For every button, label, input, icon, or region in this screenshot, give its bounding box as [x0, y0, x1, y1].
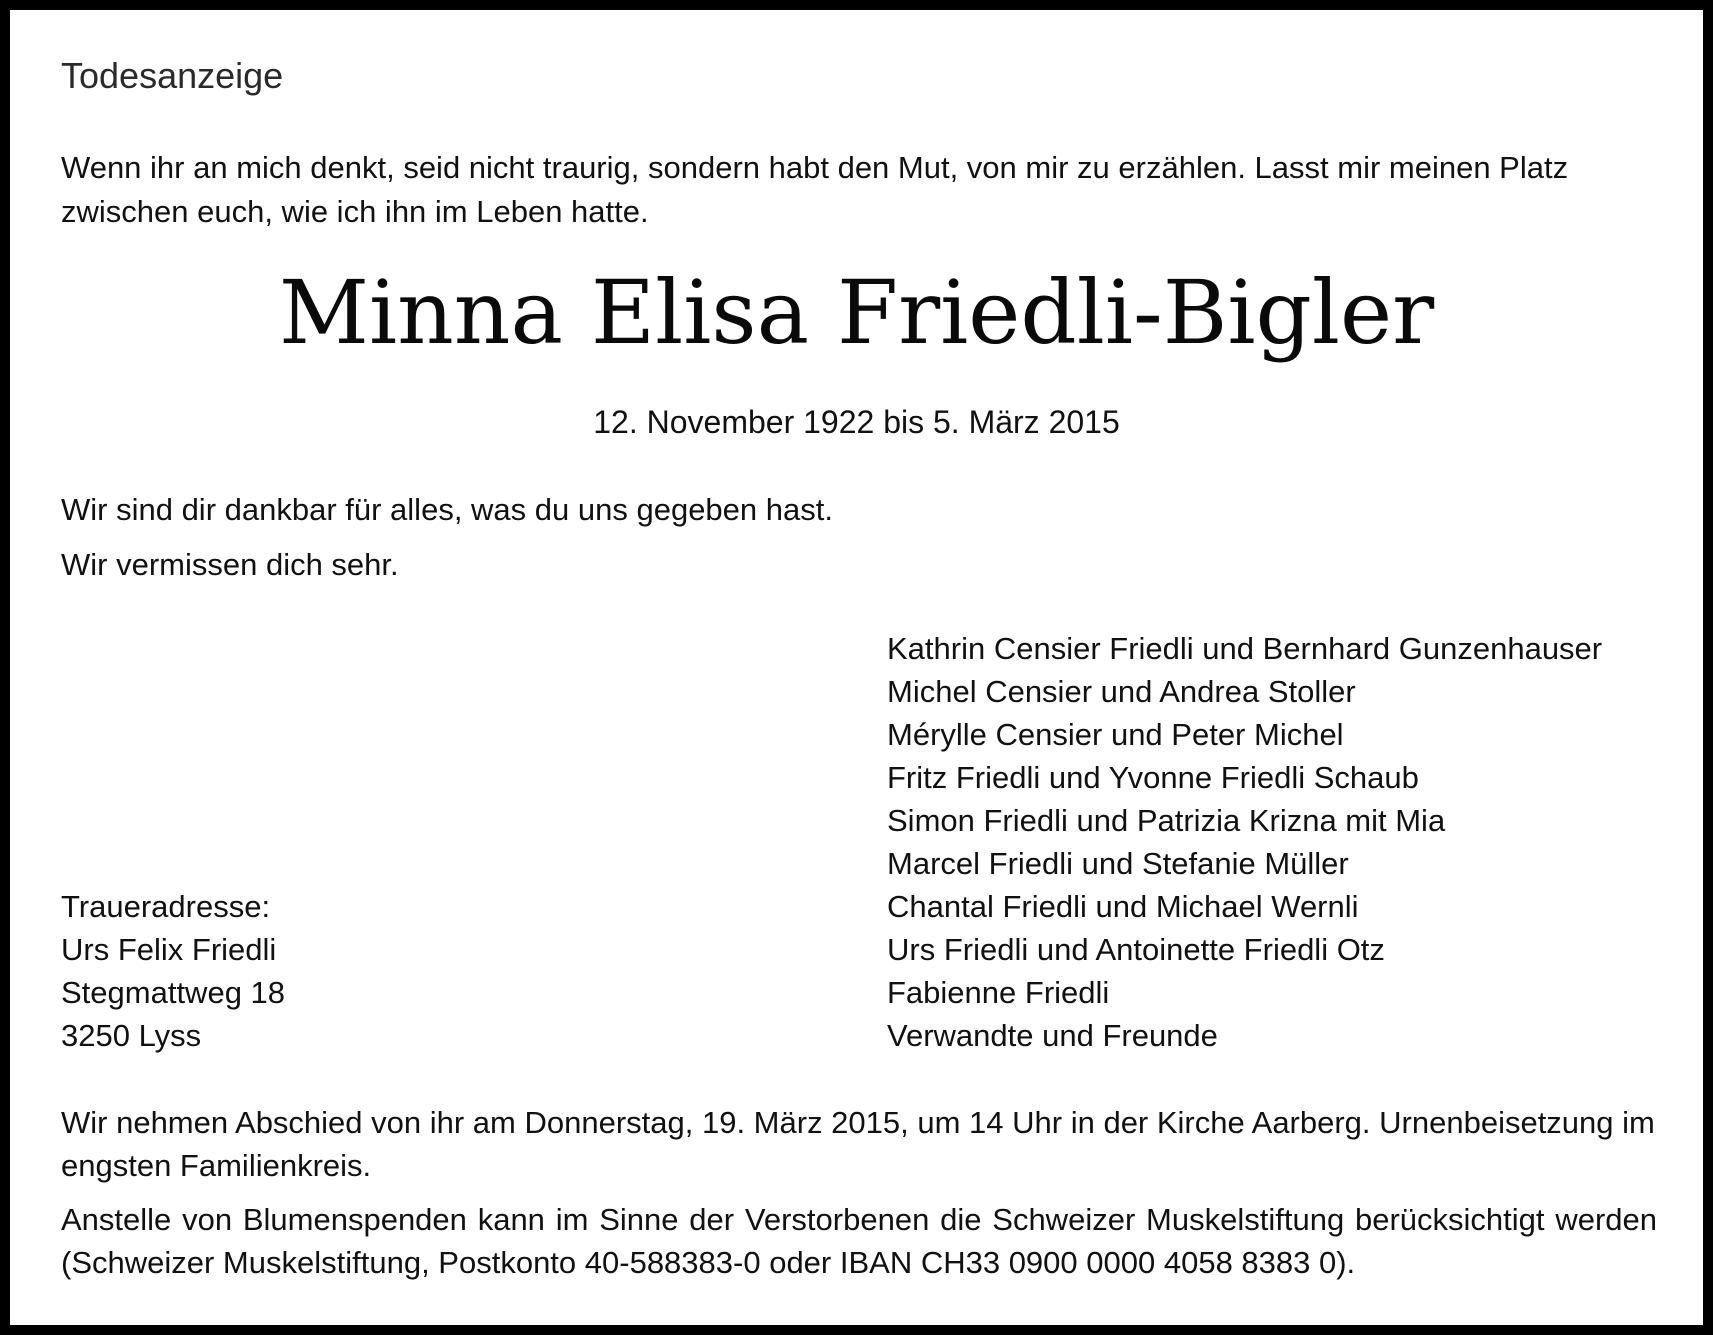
mourner-entry: Fabienne Friedli — [887, 975, 1110, 1010]
mourner-entry: Simon Friedli und Patrizia Krizna mit Mia — [887, 803, 1446, 838]
mourner-entry: Verwandte und Freunde — [887, 1018, 1218, 1053]
address-city: 3250 Lyss — [61, 1018, 202, 1053]
address-street: Stegmattweg 18 — [61, 975, 286, 1010]
mourning-address — [61, 885, 285, 1057]
thanks-line-2: Wir vermissen dich sehr. — [61, 547, 399, 582]
mourner-entry: Urs Friedli und Antoinette Friedli Otz — [887, 932, 1385, 967]
farewell-paragraph: Wir nehmen Abschied von ihr am Donnerstag, 19. März 2015, um 14 Uhr in der Kirche Aarberg. Urnenbeisetzung im engsten Familienkreis. — [61, 1105, 1655, 1183]
deceased-name: Minna Elisa Friedli-Bigler — [278, 261, 1435, 364]
mourners-list — [887, 627, 1602, 1057]
donation-paragraph: Anstelle von Blumenspenden kann im Sinne der Verstorbenen die Schweizer Muskelstiftung berücksichtigt werden (Schweizer Muskelstiftung, Postkonto 40-588383-0 oder IBAN CH33 0900 0000 4058 8383 0). — [61, 1202, 1657, 1280]
intro-quote: Wenn ihr an mich denkt, seid nicht traurig, sondern habt den Mut, von mir zu erzählen. Lasst mir meinen Platz zwischen euch, wie ich ihn im Leben hatte. — [61, 150, 1569, 229]
thanks-line-1: Wir sind dir dankbar für alles, was du uns gegeben hast. — [61, 492, 833, 527]
mourner-entry: Chantal Friedli und Michael Wernli — [887, 889, 1359, 924]
mourner-entry: Mérylle Censier und Peter Michel — [887, 717, 1344, 752]
life-dates: 12. November 1922 bis 5. März 2015 — [593, 404, 1120, 440]
mourner-entry: Marcel Friedli und Stefanie Müller — [887, 846, 1349, 881]
mourner-entry: Michel Censier und Andrea Stoller — [887, 674, 1356, 709]
notice-label: Todesanzeige — [61, 55, 284, 96]
mourner-entry: Kathrin Censier Friedli und Bernhard Gunzenhauser — [887, 631, 1603, 666]
address-name: Urs Felix Friedli — [61, 932, 277, 967]
address-label: Traueradresse: — [61, 889, 271, 924]
mourner-entry: Fritz Friedli und Yvonne Friedli Schaub — [887, 760, 1419, 795]
